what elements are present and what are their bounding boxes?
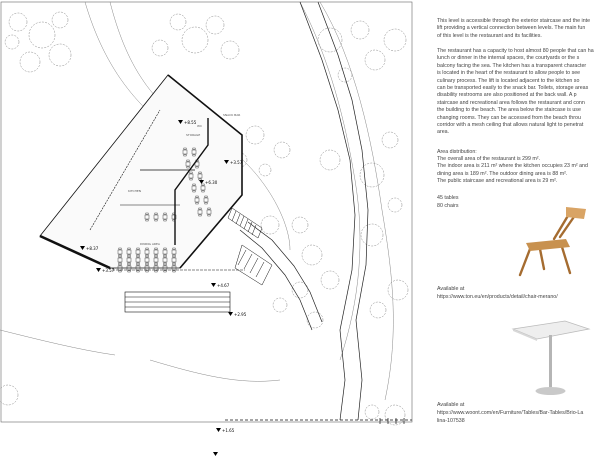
text-line: the building to the beach. The area below the staircase is use — [437, 107, 581, 114]
area-distribution-list — [437, 156, 600, 186]
table-product-link-continued[interactable]: lina-107538 — [437, 418, 465, 424]
level-tag: +1.65 — [222, 428, 235, 433]
text-line: lunch or dinner in the internal spaces, the courtyards or the s — [437, 55, 580, 62]
chair-symbol — [119, 271, 121, 272]
level-tag: +2.95 — [234, 312, 247, 317]
level-tag: +4.67 — [217, 283, 230, 288]
text-line: staircase and recreational area follows the restaurant and conn — [437, 99, 585, 106]
text-line: The overall area of the restaurant is 299 m². — [437, 156, 541, 162]
room-label: DINING AREA — [140, 242, 160, 246]
tables-count: 45 tables — [437, 195, 459, 201]
text-line: lift providing a vertical connection between levels. The main fun — [437, 25, 586, 32]
bar-table-image — [505, 315, 595, 400]
text-line: The indoor area is 211 m² where the kitchen occupies 23 m² and — [437, 163, 588, 170]
chairs-count: 80 chairs — [437, 203, 459, 209]
room-label: WC — [197, 124, 203, 128]
area-distribution-title: Area distribution: — [437, 149, 477, 155]
exterior-staircase — [228, 208, 272, 285]
chair-symbol — [137, 271, 139, 272]
text-line: balcony facing the sea. The kitchen has a transparent character — [437, 62, 587, 69]
level-tag: +3.57 — [102, 268, 115, 273]
text-line: This level is accessible through the exterior staircase and the inte — [437, 18, 591, 24]
chair-symbol — [164, 271, 166, 272]
restaurant-paragraph — [437, 48, 600, 137]
text-line: changing rooms. They can be accessed from the beach throu — [437, 114, 581, 121]
text-line: dining area is 189 m². The outdoor dining area is 88 m². — [437, 170, 568, 177]
level-tag: +3.57 — [230, 160, 243, 165]
room-label: KITCHEN — [128, 189, 141, 193]
text-line: The restaurant has a capacity to host almost 80 people that can ha — [437, 48, 594, 54]
chair-symbol — [155, 271, 157, 272]
room-label: STORAGE — [186, 133, 201, 137]
description-panel — [430, 0, 600, 460]
table-product-link[interactable]: https://www.woont.com/en/Furniture/Tables/Bar-Tables/Brio-La — [437, 410, 584, 416]
level-tag: +6.30 — [205, 180, 218, 185]
chair-image — [510, 203, 590, 278]
text-line: area. — [437, 129, 450, 136]
level-tag: +8.37 — [86, 246, 99, 251]
text-line: corridor with a mesh ceiling that allows natural light to penetrat — [437, 122, 584, 129]
text-line: The public staircase and recreational area is 29 m². — [437, 178, 558, 185]
site-boundary — [225, 418, 412, 424]
room-label: SNACK BAR — [223, 113, 241, 117]
text-line: can be transported easily to the snack bar. Toilets, storage areas — [437, 85, 589, 92]
chair-symbol — [146, 271, 148, 272]
chair-symbol — [173, 271, 175, 272]
text-line: culinary process. The lift is located adjacent to the kitchen so — [437, 77, 580, 84]
chair-product-link[interactable]: https://www.ton.eu/en/products/detail/chair-merano/ — [437, 294, 558, 300]
text-line: is located in the heart of the restaurant to allow people to see — [437, 70, 581, 77]
level-tag: +8.55 — [184, 120, 197, 125]
table-availability-label: Available at — [437, 402, 465, 408]
chair-symbol — [128, 271, 130, 272]
text-line: of this level is the restaurant and its facilities. — [437, 32, 542, 39]
balcony-terrace — [112, 270, 245, 312]
chair-availability-label: Available at — [437, 286, 465, 292]
text-line: disability restrooms are also positioned at the back wall. A p — [437, 92, 577, 99]
intro-paragraph — [437, 18, 600, 40]
